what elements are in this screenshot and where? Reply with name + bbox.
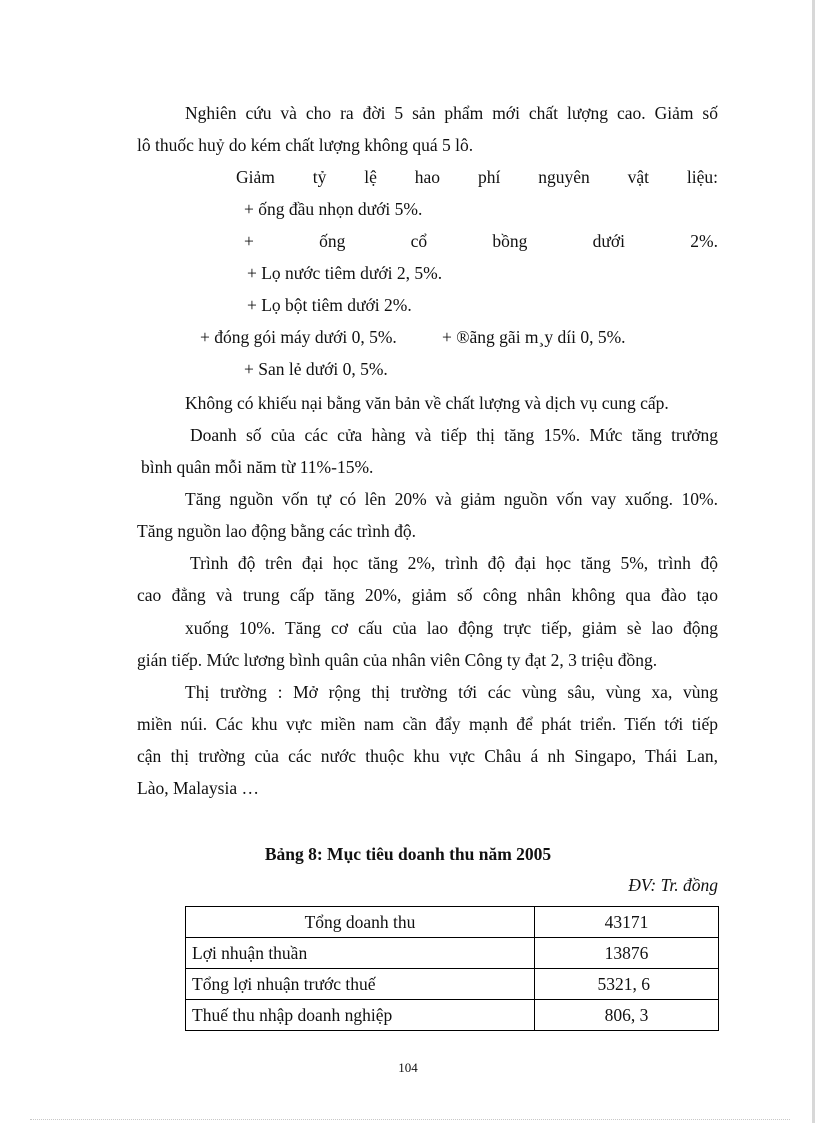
row-value: 43171 — [535, 907, 719, 938]
paragraph-line: Trình độ trên đại học tăng 2%, trình độ đại học tăng 5%, trình độ — [190, 553, 718, 573]
revenue-table — [185, 906, 719, 1031]
word: + — [244, 231, 254, 251]
row-value: 806, 3 — [535, 1000, 719, 1031]
paragraph-line: cận thị trường của các nước thuộc khu vực Châu á nh Singapo, Thái Lan, — [137, 746, 718, 766]
word: dưới — [592, 231, 626, 251]
word: liệu: — [686, 167, 718, 187]
word: tỷ — [312, 167, 327, 187]
paragraph-line: gián tiếp. Mức lương bình quân của nhân viên Công ty đạt 2, 3 triệu đồng. — [137, 650, 658, 670]
row-label: Tổng lợi nhuận trước thuế — [186, 969, 535, 1000]
row-label: Tổng doanh thu — [186, 907, 535, 938]
list-item: + đóng gói máy dưới 0, 5%. — [200, 327, 397, 347]
list-item: + Lọ nước tiêm dưới 2, 5%. — [247, 263, 443, 283]
page-number: 104 — [398, 1060, 418, 1075]
list-item-garbled: + ®ãng gãi m¸y díi 0, 5%. — [442, 327, 626, 347]
list-item: + Lọ bột tiêm dưới 2%. — [247, 295, 412, 315]
word: 2%. — [690, 231, 718, 251]
row-label: Thuế thu nhập doanh nghiệp — [186, 1000, 535, 1031]
paragraph-line: Thị trường : Mở rộng thị trường tới các vùng sâu, vùng xa, vùng — [185, 682, 718, 702]
page-bottom-border — [30, 1119, 790, 1120]
paragraph-line: lô thuốc huỷ do kém chất lượng không quá 5 lô. — [137, 135, 474, 155]
row-label: Lợi nhuận thuần — [186, 938, 535, 969]
paragraph-line: cao đẳng và trung cấp tăng 20%, giảm số công nhân không qua đào tạo — [137, 585, 718, 605]
justified-line — [244, 230, 718, 252]
row-value: 13876 — [535, 938, 719, 969]
text-span: Nghiên cứu và cho ra đời 5 sản phẩm mới chất lượng cao. Giảm số — [185, 103, 718, 123]
word: cổ — [410, 231, 428, 251]
word: hao — [414, 167, 441, 187]
word: nguyên — [538, 167, 590, 187]
paragraph-line: miền núi. Các khu vực miền nam cần đẩy mạnh để phát triển. Tiến tới tiếp — [137, 714, 718, 734]
paragraph-line: Lào, Malaysia … — [137, 778, 259, 798]
table-row — [186, 907, 719, 938]
table-row — [186, 1000, 719, 1031]
table-title: Bảng 8: Mục tiêu doanh thu năm 2005 — [264, 844, 552, 864]
word: lệ — [364, 167, 377, 187]
justified-line — [236, 166, 718, 188]
word: phí — [477, 167, 501, 187]
table-unit: ĐV: Tr. đồng — [628, 875, 718, 895]
paragraph-line — [185, 102, 718, 124]
word: Giảm — [236, 167, 275, 187]
paragraph-line: Tăng nguồn lao động bằng các trình độ. — [137, 521, 416, 541]
table-row — [186, 969, 719, 1000]
table-row — [186, 938, 719, 969]
paragraph-line: Không có khiếu nại bằng văn bản về chất lượng và dịch vụ cung cấp. — [185, 393, 669, 413]
paragraph-line: Doanh số của các cửa hàng và tiếp thị tăng 15%. Mức tăng trưởng — [190, 425, 718, 445]
row-value: 5321, 6 — [535, 969, 719, 1000]
list-item: + San lẻ dưới 0, 5%. — [244, 359, 388, 379]
word: vật — [627, 167, 649, 187]
paragraph-line: bình quân mỗi năm từ 11%-15%. — [141, 457, 374, 477]
page-edge-shadow — [812, 0, 815, 1123]
paragraph-line: Tăng nguồn vốn tự có lên 20% và giảm nguồn vốn vay xuống. 10%. — [185, 489, 718, 509]
word: bồng — [492, 231, 528, 251]
word: ống — [319, 231, 346, 251]
list-item: + ống đầu nhọn dưới 5%. — [244, 199, 423, 219]
paragraph-line: xuống 10%. Tăng cơ cấu của lao động trực tiếp, giảm sè lao động — [185, 618, 718, 638]
